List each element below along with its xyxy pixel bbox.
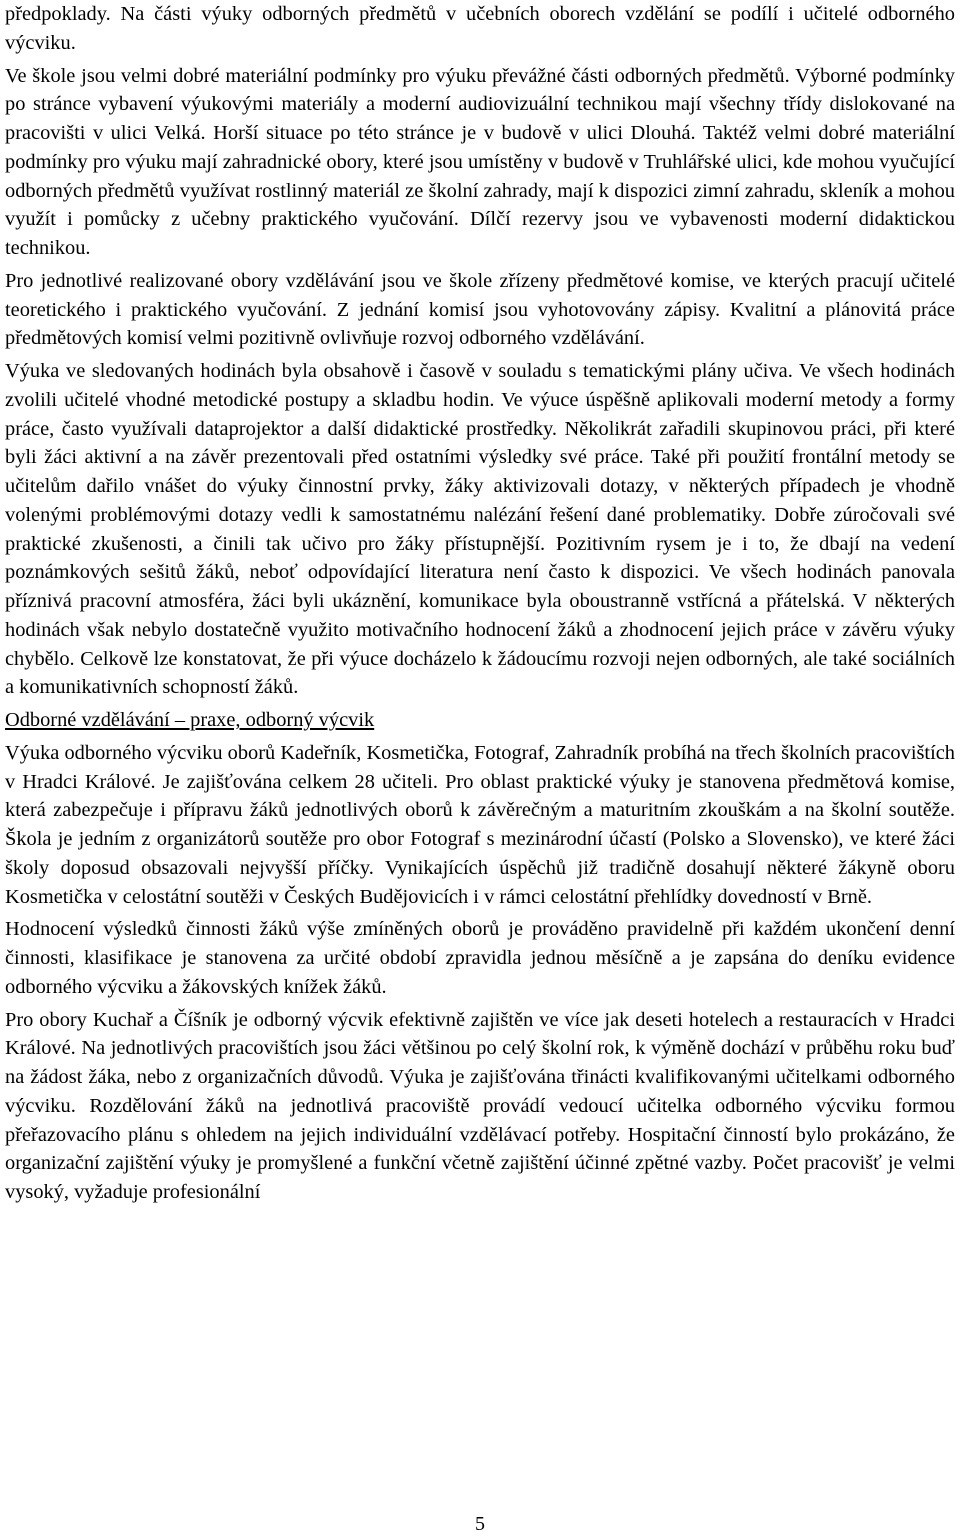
paragraph-observed-lessons: Výuka ve sledovaných hodinách byla obsahově i časově v souladu s tematickými plány učiva. Ve všech hodinách zvolili učitelé vhodné metodické postupy a skladbu hodin. Ve výuce úspěšně aplikovali moderní metody a formy práce, často využívali dataprojektor a další didaktické prostředky. Několikrát zařadili skupinovou práci, při které byli žáci aktivní a na závěr prezentovali před ostatními výsledky své práce. Také při použití frontální metody se učitelům dařilo vnášet do výuky činnostní prvky, žáky aktivizovali dotazy, v některých případech je vhodně volenými problémovými dotazy vedli k samostatnému nalézání řešení dané problematiky. Dobře zúročovali své praktické zkušenosti, a činili tak učivo pro žáky přístupnější. Pozitivním rysem je i to, že dbají na vedení poznámkových sešitů žáků, neboť odpovídající literatura není často k dispozici. Ve všech hodinách panovala příznivá pracovní atmosféra, žáci byli ukáznění, komunikace byla oboustranně vstřícná a přátelská. V některých hodinách však nebylo dostatečně využito motivačního hodnocení žáků a zhodnocení jejich práce v závěru výuky chybělo. Celkově lze konstatovat, že při výuce docházelo k žádoucímu rozvoji nejen odborných, ale také sociálních a komunikativních schopností žáků. (5, 360, 955, 699)
page-number: 5 (475, 1513, 485, 1535)
paragraph-material-conditions: Ve škole jsou velmi dobré materiální podmínky pro výuku převážné části odborných předmětů. Výborné podmínky po stránce vybavení výukovými materiály a moderní audiovizuální technikou mají všechny třídy dislokované na pracovišti v ulici Velká. Horší situace po této stránce je v budově v ulici Dlouhá. Taktéž velmi dobré materiální podmínky pro výuku mají zahradnické obory, které jsou umístěny v budově v Truhlářské ulici, kde mohou vyučující odborných předmětů využívat rostlinný materiál ze školní zahrady, mají k dispozici zimní zahradu, skleník a mohou využít i pomůcky z učebny praktického vyučování. Dílčí rezervy jsou ve vybavenosti moderní didaktickou technikou. (5, 64, 955, 259)
paragraph-subject-committees: Pro jednotlivé realizované obory vzdělávání jsou ve škole zřízeny předmětové komise, ve kterých pracují učitelé teoretického i praktického vyučování. Z jednání komisí jsou vyhotovovány zápisy. Kvalitní a plánovitá práce předmětových komisí velmi pozitivně ovlivňuje rozvoj odborného vzdělávání. (5, 269, 955, 350)
paragraph-continuation: předpoklady. Na části výuky odborných předmětů v učebních oborech vzdělání se podílí i učitelé odborného výcviku. (5, 3, 955, 54)
paragraph-evaluation: Hodnocení výsledků činnosti žáků výše zmíněných oborů je prováděno pravidelně při každém ukončení denní činnosti, klasifikace je stanovena za určité období zpravidla jednou měsíčně a je zapsána do deníku evidence odborného výcviku a žákovských knížek žáků. (5, 918, 955, 998)
paragraph-cook-waiter: Pro obory Kuchař a Číšník je odborný výcvik efektivně zajištěn ve více jak deseti hotelech a restauracích v Hradci Králové. Na jednotlivých pracovištích jsou žáci většinou po celý školní rok, k výměně dochází v průběhu roku buď na žádost žáka, nebo z organizačních důvodů. Výuka je zajišťována třinácti kvalifikovanými učitelkami odborného výcviku. Rozdělování žáků na jednotlivá pracoviště provádí vedoucí učitelka odborného výcviku formou přeřazovacího plánu s ohledem na jejich individuální vzdělávací potřeby. Hospitační činností bylo prokázáno, že organizační zajištění výuky je promyšlené a funkční včetně zajištění účinné zpětné vazby. Počet pracovišť je velmi vysoký, vyžaduje profesionální (5, 1008, 955, 1203)
paragraph-vocational-training: Výuka odborného výcviku oborů Kadeřník, Kosmetička, Fotograf, Zahradník probíhá na třech školních pracovištích v Hradci Králové. Je zajišťována celkem 28 učiteli. Pro oblast praktické výuky je stanovena předmětová komise, která zabezpečuje i přípravu žáků jednotlivých oborů k závěrečným a maturitním zkouškám a na školní soutěže. Škola je jedním z organizátorů soutěže pro obor Fotograf s mezinárodní účastí (Polsko a Slovensko), ve které žáci školy doposud obsazovali nejvyšší příčky. Vynikajících úspěchů již tradičně dosahují některé žákyně oboru Kosmetička v celostátní soutěži v Českých Budějovicích i v rámci celostátní přehlídky dovedností v Brně. (5, 741, 955, 908)
document-page (5, 0, 955, 1211)
section-heading: Odborné vzdělávání – praxe, odborný výcvik (5, 709, 375, 731)
